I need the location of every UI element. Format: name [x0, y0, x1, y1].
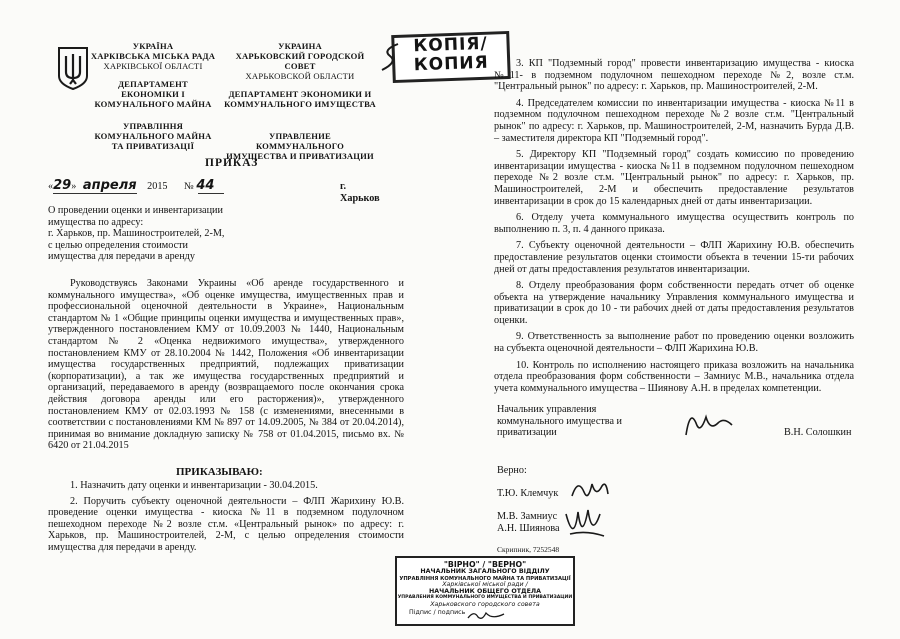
- verno-stamp-ua-2: УПРАВЛІННЯ КОМУНАЛЬНОГО МАЙНА ТА ПРИВАТИЗАЦІЇ: [399, 575, 571, 582]
- subject-line-2: имущества по адресу:: [48, 216, 144, 228]
- verno-name-3: А.Н. Шиянова: [497, 523, 560, 534]
- verno-stamp-ua-3: Харківської міської ради /: [442, 581, 528, 589]
- header-ua-country: УКРАЇНА: [132, 41, 174, 51]
- date-day: 29: [53, 178, 72, 193]
- signatory-title-3: приватизации: [497, 427, 557, 439]
- number-underline: [198, 193, 224, 194]
- header-ru-council: ХАРЬКОВСКИЙ ГОРОДСКОЙ СОВЕТ: [235, 51, 365, 71]
- verno-stamp-ru-1: НАЧАЛЬНИК ОБЩЕГО ОТДЕЛА: [428, 587, 542, 595]
- subject-line-3: г. Харьков, пр. Машиностроителей, 2-М,: [48, 228, 225, 240]
- item-4: 4. Председателем комиссии по инвентаризации имущества - киоска №11 в подземном подулочном пешеходном переходе №2 возле ст.м. "Центральный рынок" по адресу: г. Харьков, пр. Машиностроителей, 2-М, назначить Бурда Д.В. – заместителя директора КП "Подземный город".: [494, 97, 854, 144]
- header-ua-region: ХАРКІВСЬКОЇ ОБЛАСТІ: [103, 61, 203, 71]
- header-ru-dept-1: ДЕПАРТАМЕНТ ЭКОНОМИКИ И: [228, 89, 372, 99]
- order-title: ПРИКАЗ: [205, 157, 259, 169]
- preamble-text: Руководствуясь Законами Украины «Об аренде государственного и коммунального имущества», «Об оценке имущества, имущественных прав и профессиональной оценочной деятельности в Украине», Национальным стандартом № 1 «Общие принципы оценки имущества и имущественных прав», утвержденного постановлением КМУ от 10.09.2003 № 1440, Национальным стандартом № 2 «Оценка недвижимого имущества», утвержденного постановлением КМУ от 28.10.2004 № 1442, Положения «Об инвентаризации имущества государственных предприятий, подлежащих приватизации (корпоратизации), а так же имущества государственных предприятий и организаций, передаваемого в аренду (возвращаемого после окончания срока действия договора аренды или его расторжения)», утвержденного постановлением КМУ от 02.03.1993 № 158 (с изменениями, внесенными в соответствии с постановлениями КМ № 897 от 14.09.2005, № 384 от 20.04.2014), принимая во внимание докладную записку № 758 от 01.04.2015, письмо вх. № 6420 от 21.04.2015: [48, 278, 404, 452]
- copy-stamp: [391, 31, 511, 83]
- date-close-quote: »: [71, 181, 77, 192]
- date-underline: [53, 193, 137, 194]
- header-ua-dept-3: КОМУНАЛЬНОГО МАЙНА: [94, 99, 212, 109]
- date-year: 2015: [147, 181, 168, 192]
- header-ru-office-1: УПРАВЛЕНИЕ КОММУНАЛЬНОГО: [255, 131, 345, 151]
- subject-line-1: О проведении оценки и инвентаризации: [48, 205, 223, 216]
- item-2: 2. Поручить субъекту оценочной деятельности – ФЛП Жарихину Ю.В. проведение оценки имущества - киоска №11 в подземном подулочном пешеходном переходе №2 возле ст.м. «Центральный рынок» по адресу: г. Харьков, пр. Машиностроителей, 2-М, с целью определения стоимости имущества для передачи в аренду.: [48, 495, 404, 553]
- header-ru-region: ХАРЬКОВСКОЙ ОБЛАСТИ: [245, 71, 355, 81]
- signatory-title-1: Начальник управления: [497, 404, 597, 415]
- header-ru-dept-2: КОММУНАЛЬНОГО ИМУЩЕСТВА: [224, 99, 376, 109]
- header-ru-office-2: ИМУЩЕСТВА И ПРИВАТИЗАЦИИ: [226, 151, 374, 161]
- coat-of-arms-icon: [56, 46, 90, 90]
- verno-stamp-ru-3: Харьковского городского совета: [430, 600, 540, 608]
- verno-stamp-ua-1: НАЧАЛЬНИК ЗАГАЛЬНОГО ВІДДІЛУ: [420, 568, 550, 575]
- verno-stamp-title: "ВІРНО" / "ВЕРНО": [443, 560, 527, 569]
- item-8: 8. Отделу преобразования форм собственности передать отчет об оценке объекта на утверждение начальнику Управления коммунального имущества и приватизации в срок до 10 - ти рабочих дней от даты предоставления результатов оценки.: [494, 280, 854, 326]
- header-ua-office-1: УПРАВЛІННЯ: [122, 121, 184, 131]
- item-1: 1. Назначить дату оценки и инвентаризации - 30.04.2015.: [70, 480, 318, 491]
- verno-name-2: М.В. Замниус: [497, 511, 558, 522]
- date-open-quote: «: [48, 181, 54, 192]
- signature-stamp-icon: [466, 608, 506, 622]
- verno-label: Верно:: [497, 465, 527, 476]
- signature-klemchuk-icon: [568, 476, 612, 506]
- verno-stamp-ru-2: УПРАВЛЕНИЯ КОММУНАЛЬНОГО ИМУЩЕСТВА И ПРИВАТИЗАЦИИ: [397, 595, 573, 601]
- item-9: 9. Ответственность за выполнение работ по проведению оценки возложить на субъекта оценочной деятельности – ФЛП Жарихина Ю.В.: [494, 331, 854, 355]
- header-ua-office-2: КОМУНАЛЬНОГО МАЙНА: [94, 131, 212, 141]
- order-number-label: №: [184, 181, 194, 192]
- subject-line-5: имущества для передачи в аренду: [48, 251, 195, 263]
- item-3: 3. КП "Подземный город" провести инвентаризацию имущества - киоска №11- в подземном подулочном пешеходном переходе №2, возле ст.м. "Центральный рынок" по адресу: г. Харьков, пр. Машиностроителей, 2-М.: [494, 58, 854, 93]
- signatory-name: В.Н. Солошкин: [784, 427, 852, 438]
- subject-line-4: с целью определения стоимости: [48, 239, 189, 251]
- date-month: апреля: [82, 178, 137, 193]
- items-right: [494, 58, 854, 396]
- header-ua-council: ХАРКІВСЬКА МІСЬКА РАДА: [90, 51, 216, 61]
- header-ua-office-3: ТА ПРИВАТИЗАЦІЇ: [111, 141, 195, 151]
- header-ua: [88, 41, 218, 151]
- header-ua-dept-1: ДЕПАРТАМЕНТ: [118, 79, 188, 89]
- order-number: 44: [196, 178, 215, 193]
- order-subject: [48, 205, 278, 263]
- copy-stamp-line-1: КОПІЯ/: [413, 33, 489, 57]
- header-ru-country: УКРАИНА: [278, 41, 322, 51]
- decree-heading: ПРИКАЗЫВАЮ:: [176, 466, 263, 478]
- verno-name-1: Т.Ю. Клемчук: [497, 488, 559, 499]
- signatory-title-2: коммунального имущества и: [497, 415, 623, 427]
- signatory-title: [497, 404, 677, 439]
- verno-stamp-sign-label: Підпис / подпись: [409, 608, 466, 616]
- item-5: 5. Директору КП "Подземный город" создать комиссию по проведению инвентаризации имущества - киоска №11 в подземном подулочном пешеходном переходе №2 возле ст.м. "Центральный рынок" по адресу: г. Харьков, пр. Машиностроителей, 2-М и обеспечить предоставление результатов инвентаризации в срок до 15 календарных дней от даты инвентаризации.: [494, 149, 854, 207]
- item-7: 7. Субъекту оценочной деятельности – ФЛП Жарихину Ю.В. обеспечить предоставление результатов оценки стоимости объекта в течении 15-ти рабочих дней от даты предоставления результатов инвентаризации.: [494, 240, 854, 275]
- items-left: [48, 480, 404, 556]
- header-ua-dept-2: ЕКОНОМІКИ І: [121, 89, 185, 99]
- copy-stamp-line-2: КОПИЯ: [413, 52, 490, 76]
- signature-head-icon: [680, 405, 736, 441]
- copy-stamp-scribble-icon: [378, 40, 402, 74]
- item-10: 10. Контроль по исполнению настоящего приказа возложить на начальника отдела преобразования форм собственности – Замниус М.В., начальника отдела учета коммунального имущества – Шиянову А.Н. в пределах компетенции.: [494, 359, 854, 394]
- order-city: г. Харьков: [340, 181, 380, 204]
- item-6: 6. Отделу учета коммунального имущества осуществить контроль по выполнению п. 3, п. 4 данного приказа.: [494, 212, 854, 235]
- preamble: [48, 278, 404, 454]
- header-ru: [224, 41, 376, 161]
- signature-zamnius-icon: [560, 504, 608, 550]
- executor-note: Скрипник, 7252548: [497, 545, 560, 554]
